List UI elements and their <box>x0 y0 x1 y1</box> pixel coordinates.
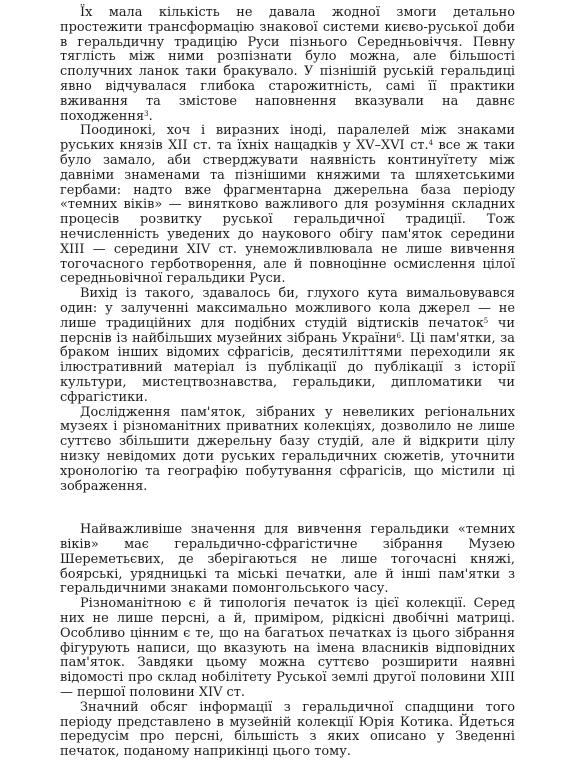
paragraph-1: Їх мала кількість не давала жодної змоги детально простежити трансформацію знакової системи києво-руської доби в геральдичну традицію Руси пізнього Середньовіччя. Певну тяглість між ними розпізнати було можна, але більшості сполучних ланок таки бракувало. У пізнішій руській геральдиці явно відчувалася глибока старожитність, самі її практики вживання та змістове наповнення вказували на давнє походження$^3$. <box>60 5 515 124</box>
footnote-ref-6[interactable]: 6 <box>396 331 401 340</box>
paragraph-3: Вихід із такого, здавалось би, глухого кута вимальовувався один: у залученні максимально можливого кола джерел — не лише традиційних для подібних студій відтисків печаток$^5$ чи перснів із найбільших музейних зібрань України$^6$. Ці пам'ятки, за браком інших відомих сфрагісів, десятиліттями переходили як ілюстративний матеріал із публікації до публікації з історії культури, мистецтвознавства, геральдики, дипломатики чи сфрагістики. <box>60 286 515 405</box>
footnote-ref-5[interactable]: 5 <box>483 316 489 325</box>
paragraph-4: Дослідження пам'яток, зібраних у невеликих регіональних музеях і різноманітних приватних колекціях, дозволило не лише суттєво збільшити джерельну базу студій, але й відкрити цілу низку невідомих доти руських геральдичних сюжетів, уточнити хронологію та географію побутування сфрагісів, що містили ці зображення. <box>60 404 515 494</box>
footnote-ref-4[interactable]: 4 <box>428 139 434 148</box>
footnote-ref-3[interactable]: 3 <box>144 109 149 118</box>
paragraph-2: Поодинокі, хоч і виразних іноді, паралелей між знаками руських князів XII ст. та їхніх нащадків у XV–XVI ст.$^4$ все ж таки було замало, аби стверджувати наявність континуїтету між давніми знаменами та пізнішими княжими та шляхетськими гербами: надто вже фрагментарна джерельна база періоду «темних віків» — винятково важливого для розуміння складних процесів розвитку руської геральдичної традиції. Тож нечисленність уведених до наукового обігу пам'яток середини XIII — середини XIV ст. унеможливлювала не лише вивчення тогочасного герботворення, але й повноцінне осмислення цілої середньовічної геральдики Руси. <box>60 123 515 287</box>
paragraph-5: Найважливіше значення для вивчення геральдики «темних віків» має геральдично-сфрагістичне зібрання Музею Шереметьєвих, де зберігаються не лише тогочасні княжі, боярські, урядницькі та міські печатки, але й інші пам'ятки з геральдичними знаками помонгольського часу. <box>60 522 515 597</box>
paragraph-6: Різноманітною є й типологія печаток із цієї колекції. Серед них не лише персні, а й, приміром, рідкісні двобічні матриці. Особливо цінним є те, що на багатьох печатках із цього зібрання фігурують написи, що вказують на імена власників відповідних пам'яток. Завдяки цьому можна суттєво розширити наявні відомості про склад нобілітету Руської землі другої половини XIII — першої половини XIV ст. <box>60 596 515 701</box>
text-block <box>60 6 515 760</box>
section-gap <box>60 494 515 523</box>
paragraph-7: Значний обсяг інформації з геральдичної спадщини того періоду представлено в музейній колекції Юрія Котика. Йдеться передусім про персні, більшість з яких описано у Зведенні печаток, поданому наприкінці цього тому. <box>60 699 515 760</box>
